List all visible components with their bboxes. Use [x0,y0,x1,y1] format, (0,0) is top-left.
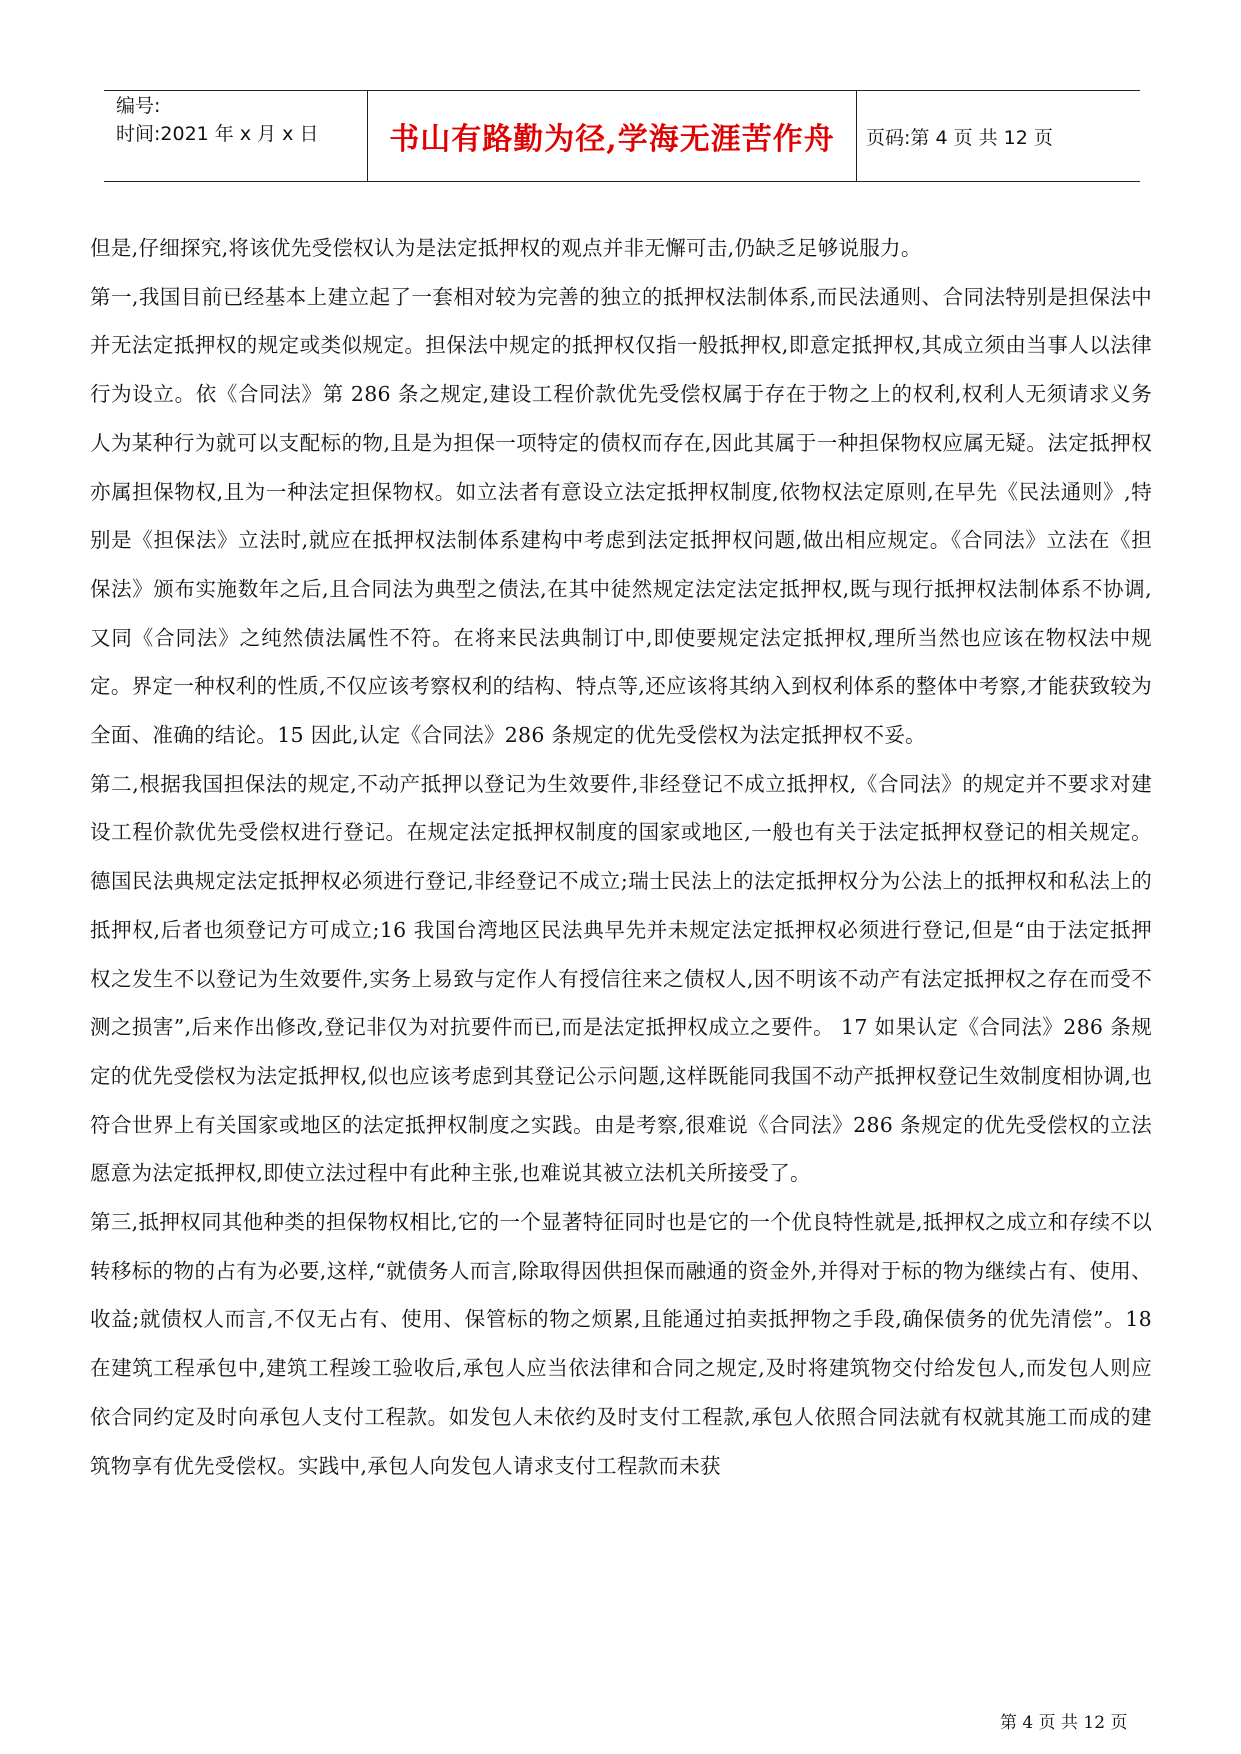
page-footer: 第 4 页 共 12 页 [1000,1713,1128,1733]
header-meta [116,92,366,148]
paragraph-third: 第三,抵押权同其他种类的担保物权相比,它的一个显著特征同时也是它的一个优良特性就是,抵押权之成立和存续不以转移标的物的占有为必要,这样,“就债务人而言,除取得因供担保而融通的资金外,并得对于标的物为继续占有、使用、收益;就债权人而言,不仅无占有、使用、保管标的物之烦累,且能通过拍卖抵押物之手段,确保债务的优先清偿”。18 在建筑工程承包中,建筑工程竣工验收后,承包人应当依法律和合同之规定,及时将建筑物交付给发包人,而发包人则应依合同约定及时向承包人支付工程款。如发包人未依约及时支付工程款,承包人依照合同法就有权就其施工而成的建筑物享有优先受偿权。实践中,承包人向发包人请求支付工程款而未获 [90,1210,1152,1478]
document-body [90,224,1152,1490]
header-motto: 书山有路勤为径,学海无涯苦作舟 [389,122,835,157]
header-time-label: 时间:2021 年 x 月 x 日 [116,123,319,145]
page-header [104,90,1140,182]
paragraph-second: 第二,根据我国担保法的规定,不动产抵押以登记为生效要件,非经登记不成立抵押权,《合同法》的规定并不要求对建设工程价款优先受偿权进行登记。在规定法定抵押权制度的国家或地区,一般也有关于法定抵押权登记的相关规定。德国民法典规定法定抵押权必须进行登记,非经登记不成立;瑞士民法上的法定抵押权分为公法上的抵押权和私法上的抵押权,后者也须登记方可成立;16 我国台湾地区民法典早先并未规定法定抵押权必须进行登记,但是“由于法定抵押权之发生不以登记为生效要件,实务上易致与定作人有授信往来之债权人,因不明该不动产有法定抵押权之存在而受不测之损害”,后来作出修改,登记非仅为对抗要件而已,而是法定抵押权成立之要件。 17 如果认定《合同法》286 条规定的优先受偿权为法定抵押权,似也应该考虑到其登记公示问题,这样既能同我国不动产抵押权登记生效制度相协调,也符合世界上有关国家或地区的法定抵押权制度之实践。由是考察,很难说《合同法》286 条规定的优先受偿权的立法愿意为法定抵押权,即使立法过程中有此种主张,也难说其被立法机关所接受了。 [90,771,1152,1186]
paragraph-intro: 但是,仔细探究,将该优先受偿权认为是法定抵押权的观点并非无懈可击,仍缺乏足够说服力。 [90,236,922,260]
header-page-label: 页码:第 4 页 共 12 页 [866,126,1053,149]
header-divider-right [856,90,857,182]
header-number-label: 编号: [116,95,161,117]
paragraph-first: 第一,我国目前已经基本上建立起了一套相对较为完善的独立的抵押权法制体系,而民法通则、合同法特别是担保法中并无法定抵押权的规定或类似规定。担保法中规定的抵押权仅指一般抵押权,即意定抵押权,其成立须由当事人以法律行为设立。依《合同法》第 286 条之规定,建设工程价款优先受偿权属于存在于物之上的权利,权利人无须请求义务人为某种行为就可以支配标的物,且是为担保一项特定的债权而存在,因此其属于一种担保物权应属无疑。法定抵押权亦属担保物权,且为一种法定担保物权。如立法者有意设立法定抵押权制度,依物权法定原则,在早先《民法通则》,特别是《担保法》立法时,就应在抵押权法制体系建构中考虑到法定抵押权问题,做出相应规定。《合同法》立法在《担保法》颁布实施数年之后,且合同法为典型之债法,在其中徒然规定法定法定抵押权,既与现行抵押权法制体系不协调,又同《合同法》之纯然债法属性不符。在将来民法典制订中,即使要规定法定抵押权,理所当然也应该在物权法中规定。界定一种权利的性质,不仅应该考察权利的结构、特点等,还应该将其纳入到权利体系的整体中考察,才能获致较为全面、准确的结论。15 因此,认定《合同法》286 条规定的优先受偿权为法定抵押权不妥。 [90,284,1152,748]
